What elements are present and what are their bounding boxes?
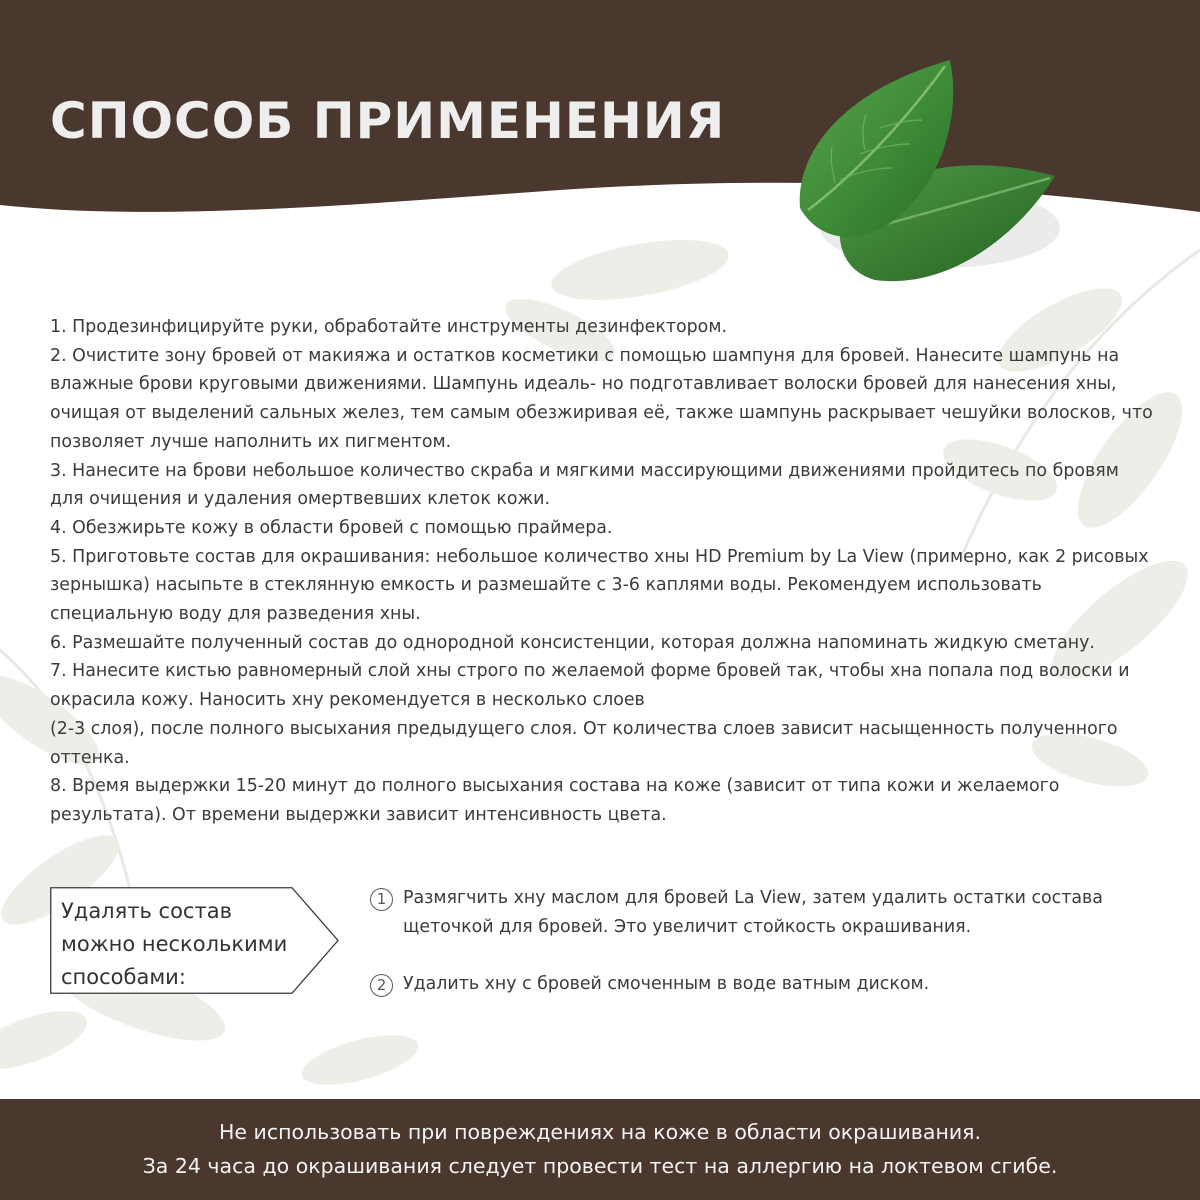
removal-method-1 [370, 884, 1160, 941]
step-2 [50, 342, 1155, 457]
method-text: Удалить хну с бровей смоченным в воде ватным диском. [403, 974, 930, 995]
step-number: 2. [50, 345, 67, 366]
removal-methods [370, 884, 1160, 999]
removal-method-2 [370, 970, 1160, 999]
footer-line-2: За 24 часа до окрашивания следует провести тест на аллергию на локтевом сгибе. [142, 1154, 1058, 1178]
step-8 [50, 772, 1155, 829]
circled-number: 1 [370, 888, 393, 911]
step-text-continued: (2-3 слоя), после полного высыхания предыдущего слоя. От количества слоев зависит насыщенность полученного оттенка. [50, 718, 1118, 768]
step-number: 5. [50, 546, 67, 567]
step-text: Время выдержки 15-20 минут до полного высыхания состава на коже (зависит от типа кожи и желаемого результата). От времени выдержки зависит интенсивность цвета. [50, 776, 1060, 825]
removal-label: Удалять состав можно несколькими способами: [61, 899, 288, 989]
instruction-steps [50, 313, 1155, 830]
step-text: Размешайте полученный состав до однородной консистенции, которая должна напоминать жидкую сметану. [72, 632, 1095, 653]
step-number: 8. [50, 776, 67, 797]
step-3 [50, 457, 1155, 514]
removal-callout [50, 887, 340, 994]
step-5 [50, 543, 1155, 629]
step-number: 6. [50, 632, 67, 653]
step-4 [50, 514, 1155, 543]
step-number: 7. [50, 661, 67, 682]
step-text: Продезинфицируйте руки, обработайте инструменты дезинфектором. [72, 317, 727, 337]
step-number: 4. [50, 517, 67, 538]
footer-warning [0, 1099, 1200, 1200]
step-7 [50, 657, 1155, 772]
step-text: Приготовьте состав для окрашивания: небольшое количество хны HD Premium by La View (примерно, как 2 рисовых зернышка) насыпьте в стеклянную емкость и размешайте с 3-6 каплями воды. Рекомендуем использовать специальную воду для разведения хны. [50, 546, 1149, 625]
step-number: 1. [50, 317, 67, 337]
page-title: СПОСОБ ПРИМЕНЕНИЯ [50, 92, 726, 150]
step-number: 3. [50, 460, 67, 481]
step-1 [50, 313, 1155, 342]
step-text: Нанесите кистью равномерный слой хны строго по желаемой форме бровей так, чтобы хна попала под волоски и окрасила кожу. Наносить хну рекомендуется в несколько слоев [50, 661, 1130, 711]
step-text: Очистите зону бровей от макияжа и остатков косметики с помощью шампуня для бровей. Нанесите шампунь на влажные брови круговыми движениями. Шампунь идеаль- но подготавливает волоски бровей для нанесения хны, очищая от выделений сальных желез, тем самым обезжиривая её, также шампунь раскрывает чешуйки волосков, что позволяет лучше наполнить их пигментом. [50, 345, 1153, 452]
method-text: Размягчить хну маслом для бровей La View, затем удалить остатки состава щеточкой для бровей. Это увеличит стойкость окрашивания. [403, 888, 1103, 937]
green-leaves-image [780, 58, 1070, 298]
step-6 [50, 629, 1155, 658]
step-text: Обезжирьте кожу в области бровей с помощью праймера. [72, 517, 613, 538]
circled-number: 2 [370, 974, 393, 997]
footer-line-1: Не использовать при повреждениях на коже в области окрашивания. [218, 1120, 982, 1144]
step-text: Нанесите на брови небольшое количество скраба и мягкими массирующими движениями пройдитесь по бровям для очищения и удаления омертвевших клеток кожи. [50, 460, 1119, 510]
